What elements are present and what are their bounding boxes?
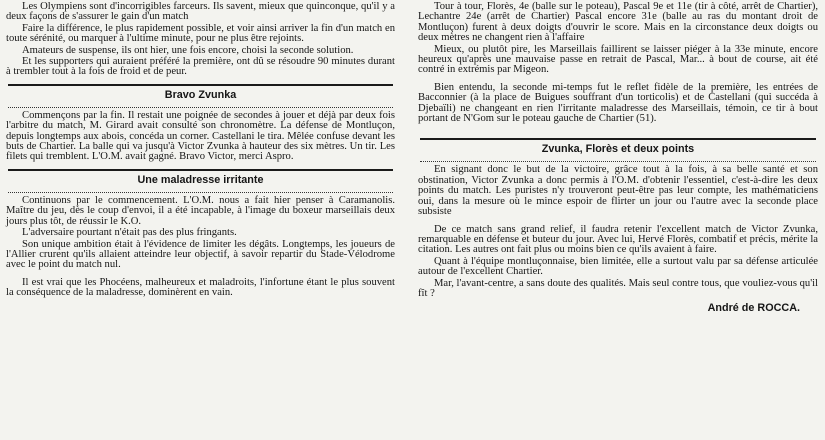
section-heading-zvunka-flores: Zvunka, Florès et deux points — [541, 143, 695, 156]
paragraph: Commençons par la fin. Il restait une poignée de secondes à jouer et déjà par deux fois l'arbitre du match, M. Girard avait consulté son chronomètre. La défense de Montluçon, depuis longtemps aux abois, concéda un corner. Castellani le tira. Mêlée confuse devant les buts de Chartier. La balle qui va jusqu'à Victor Zvunka à hauteur des six mètres. Un tir. Les filets qui tremblent. L'O.M. avait gagné. Bravo Victor, merci Aspro. — [6, 109, 395, 163]
paragraph: Amateurs de suspense, ils ont hier, une fois encore, choisi la seconde solution. — [22, 44, 354, 56]
paragraph: Tour à tour, Florès, 4e (balle sur le poteau), Pascal 9e et 11e (tir à côté, arrêt de Chartier), Lechantre 24e (arrêt de Chartier) Pascal encore 31e (balle au ras du montant droit de Montluçon) furent à deux doigts d'ouvrir le score. Mais en la circonstance deux doigts ou deux mètres ne changent rien à l'affaire — [418, 1, 818, 44]
paragraph: Quant à l'équipe montluçonnaise, bien limitée, elle a surtout valu par sa défense articulée autour de l'excellent Chartier. — [418, 255, 818, 278]
paragraph: Mieux, ou plutôt pire, les Marseillais faillirent se laisser piéger à la 33e minute, encore heureux qu'après une mauvaise passe en retrait de Pascal, Mar... à bout de course, ait été contré in extrémis par Migeon. — [418, 43, 818, 76]
section-divider — [8, 192, 393, 193]
section-divider — [420, 161, 816, 162]
paragraph: Son unique ambition était à l'évidence de limiter les dégâts. Longtemps, les joueurs de l'Allier crurent qu'ils allaient atteindre leur objectif, à savoir repartir du Stade-Vélodrome avec le point du match nul. — [6, 238, 395, 271]
paragraph: Faire la différence, le plus rapidement possible, et voir ainsi arriver la fin d'un match en toute sérénité, ou marquer à l'ultime minute, pour ne plus être rejoints. — [6, 22, 395, 45]
paragraph: Mar, l'avant-centre, a sans doute des qualités. Mais seul contre tous, que vouliez-vous qu'il fît ? — [418, 277, 818, 299]
paragraph: En signant donc le but de la victoire, grâce tout à la fois, à sa belle santé et son obstination, Victor Zvunka a donc permis à l'O.M. d'obtenir l'essentiel, c'est-à-dire les deux points du match. Les puristes n'y trouveront peut-être pas leur compte, les mathématiciens oui, dans la mesure où le mince espoir de flirter un jour ou l'autre avec la seconde place subsiste — [418, 164, 818, 218]
paragraph: Les Olympiens sont d'incorrigibles farceurs. Ils savent, mieux que quinconque, qu'il y a deux façons de s'assurer le gain d'un match — [6, 1, 395, 23]
author-signature: André de ROCCA. — [707, 302, 800, 315]
section-heading-une-maladresse-irritante: Une maladresse irritante — [137, 173, 264, 186]
paragraph: De ce match sans grand relief, il faudra retenir l'excellent match de Victor Zvunka, remarquable en défense et buteur du jour. Avec lui, Hervé Florès, combatif et précis, mérite la citation. Les autres ont fait plus ou moins bien ce qu'ils avaient à faire. — [418, 223, 818, 256]
paragraph: Il est vrai que les Phocéens, malheureux et maladroits, l'infortune étant le plus souvent la conséquence de la maladresse, dominèrent en vain. — [6, 276, 395, 299]
section-divider — [8, 84, 393, 86]
paragraph: Continuons par le commencement. L'O.M. nous a fait hier penser à Caramanolis. Maître du jeu, dès le coup d'envoi, il a été incapable, à l'image du boxeur marseillais deux jours plus tôt, de réussir le K.O. — [6, 194, 395, 227]
left-column — [6, 2, 395, 299]
section-divider — [8, 107, 393, 108]
paragraph: L'adversaire pourtant n'était pas des plus fringants. — [22, 227, 237, 239]
paragraph: Et les supporters qui auraient préféré la première, ont dû se résoudre 90 minutes durant à trembler tout à la fois de froid et de peur. — [6, 56, 395, 78]
section-heading-bravo-zvunka: Bravo Zvunka — [164, 88, 237, 101]
paragraph: Bien entendu, la seconde mi-temps fut le reflet fidèle de la première, les entrées de Bacconnier (à la place de Buigues souffrant d'un torticolis) et de Castellani (qui succéda à Djebaïli) ne changeant en rien l'irritante maladresse des Marseillais, témoin, ce tir à bout portant de N'Gom sur le poteau gauche de Chartier (51). — [418, 81, 818, 125]
section-divider — [420, 138, 816, 140]
right-column — [418, 2, 818, 314]
section-divider — [8, 169, 393, 171]
intro-text — [6, 2, 395, 78]
